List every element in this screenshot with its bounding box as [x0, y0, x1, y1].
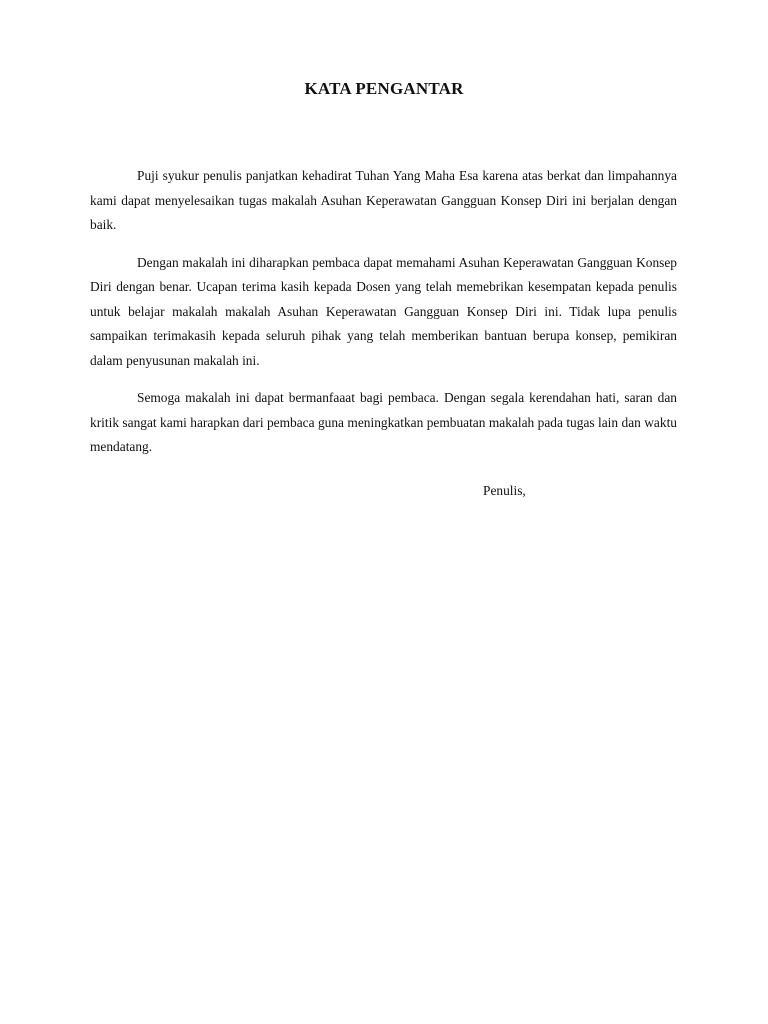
paragraph-2: Dengan makalah ini diharapkan pembaca dapat memahami Asuhan Keperawatan Gangguan Konsep Diri dengan benar. Ucapan terima kasih kepada Dosen yang telah memebrikan kesempatan kepada penulis untuk belajar makalah makalah Asuhan Keperawatan Gangguan Konsep Diri ini. Tidak lupa penulis sampaikan terimakasih kepada seluruh pihak yang telah memberikan bantuan berupa konsep, pemikiran dalam penyusunan makalah ini. — [90, 254, 677, 368]
signature-label: Penulis, — [483, 483, 526, 498]
paragraph-1: Puji syukur penulis panjatkan kehadirat Tuhan Yang Maha Esa karena atas berkat dan limpahannya kami dapat menyelesaikan tugas makalah Asuhan Keperawatan Gangguan Konsep Diri ini berjalan dengan baik. — [90, 168, 677, 232]
paragraph-3: Semoga makalah ini dapat bermanfaaat bagi pembaca. Dengan segala kerendahan hati, saran dan kritik sangat kami harapkan dari pembaca guna meningkatkan pembuatan makalah pada tugas lain dan waktu mendatang. — [90, 390, 677, 454]
body-text — [90, 164, 677, 473]
page-title: KATA PENGANTAR — [304, 79, 464, 98]
